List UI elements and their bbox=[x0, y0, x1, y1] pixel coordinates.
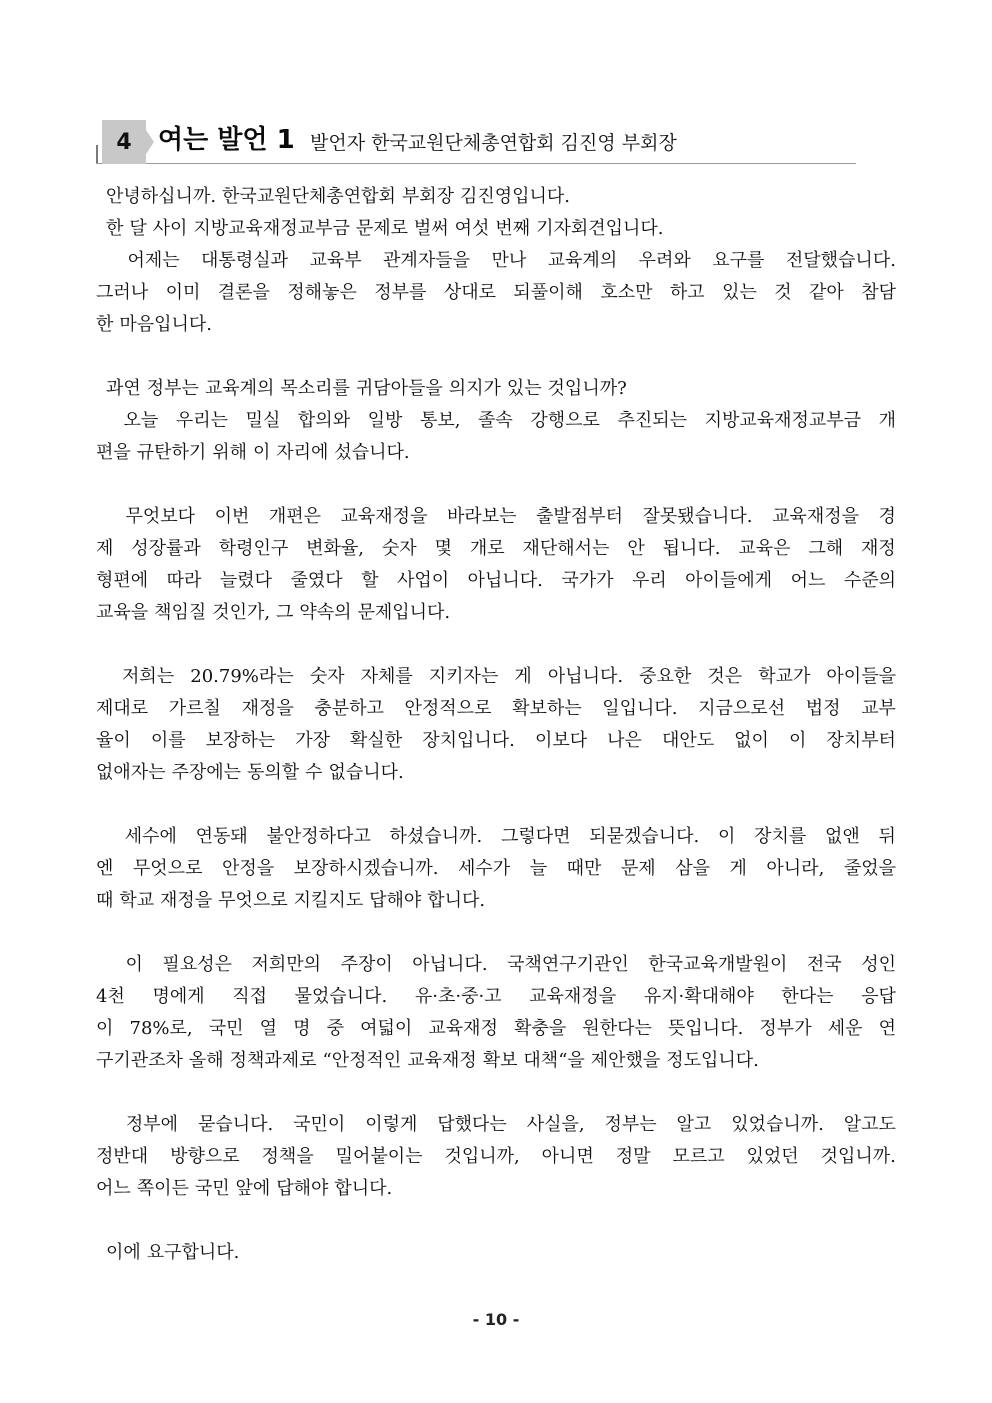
page-number: - 10 - bbox=[472, 1310, 520, 1329]
paragraph bbox=[96, 821, 896, 917]
section-number-badge: 4 bbox=[102, 120, 146, 164]
text-line: 때 학교 재정을 무엇으로 지킬지도 답해야 합니다. bbox=[96, 890, 486, 911]
text-line: 그러나 이미 결론을 정해놓은 정부를 상대로 되풀이해 호소만 하고 있는 것 같아 참담 bbox=[96, 282, 896, 303]
text-line: 형편에 따라 늘렸다 줄였다 할 사업이 아닙니다. 국가가 우리 아이들에게 어느 수준의 bbox=[96, 570, 896, 591]
paragraph bbox=[96, 1109, 896, 1205]
text-line: 안녕하십니까. 한국교원단체총연합회 부회장 김진영입니다. bbox=[106, 186, 570, 207]
paragraph bbox=[96, 661, 896, 789]
text-line: 정부에 묻습니다. 국민이 이렇게 답했다는 사실을, 정부는 알고 있었습니까. 알고도 bbox=[125, 1114, 896, 1135]
text-line: 어느 쪽이든 국민 앞에 답해야 합니다. bbox=[96, 1178, 393, 1199]
section-speaker: 발언자 한국교원단체총연합회 김진영 부회장 bbox=[310, 132, 677, 154]
paragraph bbox=[96, 373, 896, 405]
text-line: 없애자는 주장에는 동의할 수 없습니다. bbox=[96, 762, 404, 783]
text-line: 율이 이를 보장하는 가장 확실한 장치입니다. 이보다 나은 대안도 없이 이 장치부터 bbox=[96, 730, 896, 751]
text-line: 한 마음입니다. bbox=[96, 314, 212, 335]
text-line: 오늘 우리는 밀실 합의와 일방 통보, 졸속 강행으로 추진되는 지방교육재정교부금 개 bbox=[123, 410, 896, 431]
text-line: 무엇보다 이번 개편은 교육재정을 바라보는 출발점부터 잘못됐습니다. 교육재정을 경 bbox=[125, 506, 896, 527]
text-line: 엔 무엇으로 안정을 보장하시겠습니까. 세수가 늘 때만 문제 삼을 게 아니라, 줄었을 bbox=[96, 858, 896, 879]
text-line: 구기관조차 올해 정책과제로 “안정적인 교육재정 확보 대책“을 제안했을 정도입니다. bbox=[96, 1050, 759, 1071]
paragraph bbox=[96, 245, 896, 341]
paragraph bbox=[96, 949, 896, 1077]
text-line: 과연 정부는 교육계의 목소리를 귀담아들을 의지가 있는 것입니까? bbox=[106, 378, 627, 399]
header-left-rule bbox=[96, 145, 98, 164]
text-line: 제대로 가르칠 재정을 충분하고 안정적으로 확보하는 일입니다. 지금으로선 법정 교부 bbox=[96, 698, 896, 719]
text-line: 이 78%로, 국민 열 명 중 여덟이 교육재정 확충을 원한다는 뜻입니다. 정부가 세운 연 bbox=[96, 1018, 896, 1039]
text-line: 저희는 20.79%라는 숫자 자체를 지키자는 게 아닙니다. 중요한 것은 학교가 아이들을 bbox=[122, 666, 896, 687]
paragraph bbox=[96, 181, 896, 213]
text-line: 이에 요구합니다. bbox=[106, 1242, 240, 1263]
badge-arrow-icon bbox=[146, 130, 154, 154]
text-line: 4천 명에게 직접 물었습니다. 유·초·중·고 교육재정을 유지·확대해야 한다는 응답 bbox=[96, 986, 896, 1007]
text-line: 어제는 대통령실과 교육부 관계자들을 만나 교육계의 우려와 요구를 전달했습니다. bbox=[127, 250, 896, 271]
header-bottom-rule bbox=[96, 163, 856, 164]
paragraph bbox=[96, 213, 896, 245]
text-line: 제 성장률과 학령인구 변화율, 숫자 몇 개로 재단해서는 안 됩니다. 교육은 그해 재정 bbox=[96, 538, 896, 559]
section-title: 여는 발언 1 bbox=[158, 125, 295, 155]
document-body bbox=[96, 181, 896, 1301]
text-line: 세수에 연동돼 불안정하다고 하셨습니까. 그렇다면 되묻겠습니다. 이 장치를 없앤 뒤 bbox=[124, 826, 896, 847]
text-line: 정반대 방향으로 정책을 밀어붙이는 것입니까, 아니면 정말 모르고 있었던 것입니까. bbox=[96, 1146, 896, 1167]
text-line: 편을 규탄하기 위해 이 자리에 섰습니다. bbox=[96, 442, 410, 463]
text-line: 한 달 사이 지방교육재정교부금 문제로 벌써 여섯 번째 기자회견입니다. bbox=[106, 218, 664, 239]
section-header bbox=[96, 118, 896, 172]
paragraph bbox=[96, 1237, 896, 1269]
paragraph bbox=[96, 501, 896, 629]
paragraph bbox=[96, 405, 896, 469]
text-line: 이 필요성은 저희만의 주장이 아닙니다. 국책연구기관인 한국교육개발원이 전국 성인 bbox=[125, 954, 896, 975]
text-line: 교육을 책임질 것인가, 그 약속의 문제입니다. bbox=[96, 602, 451, 623]
